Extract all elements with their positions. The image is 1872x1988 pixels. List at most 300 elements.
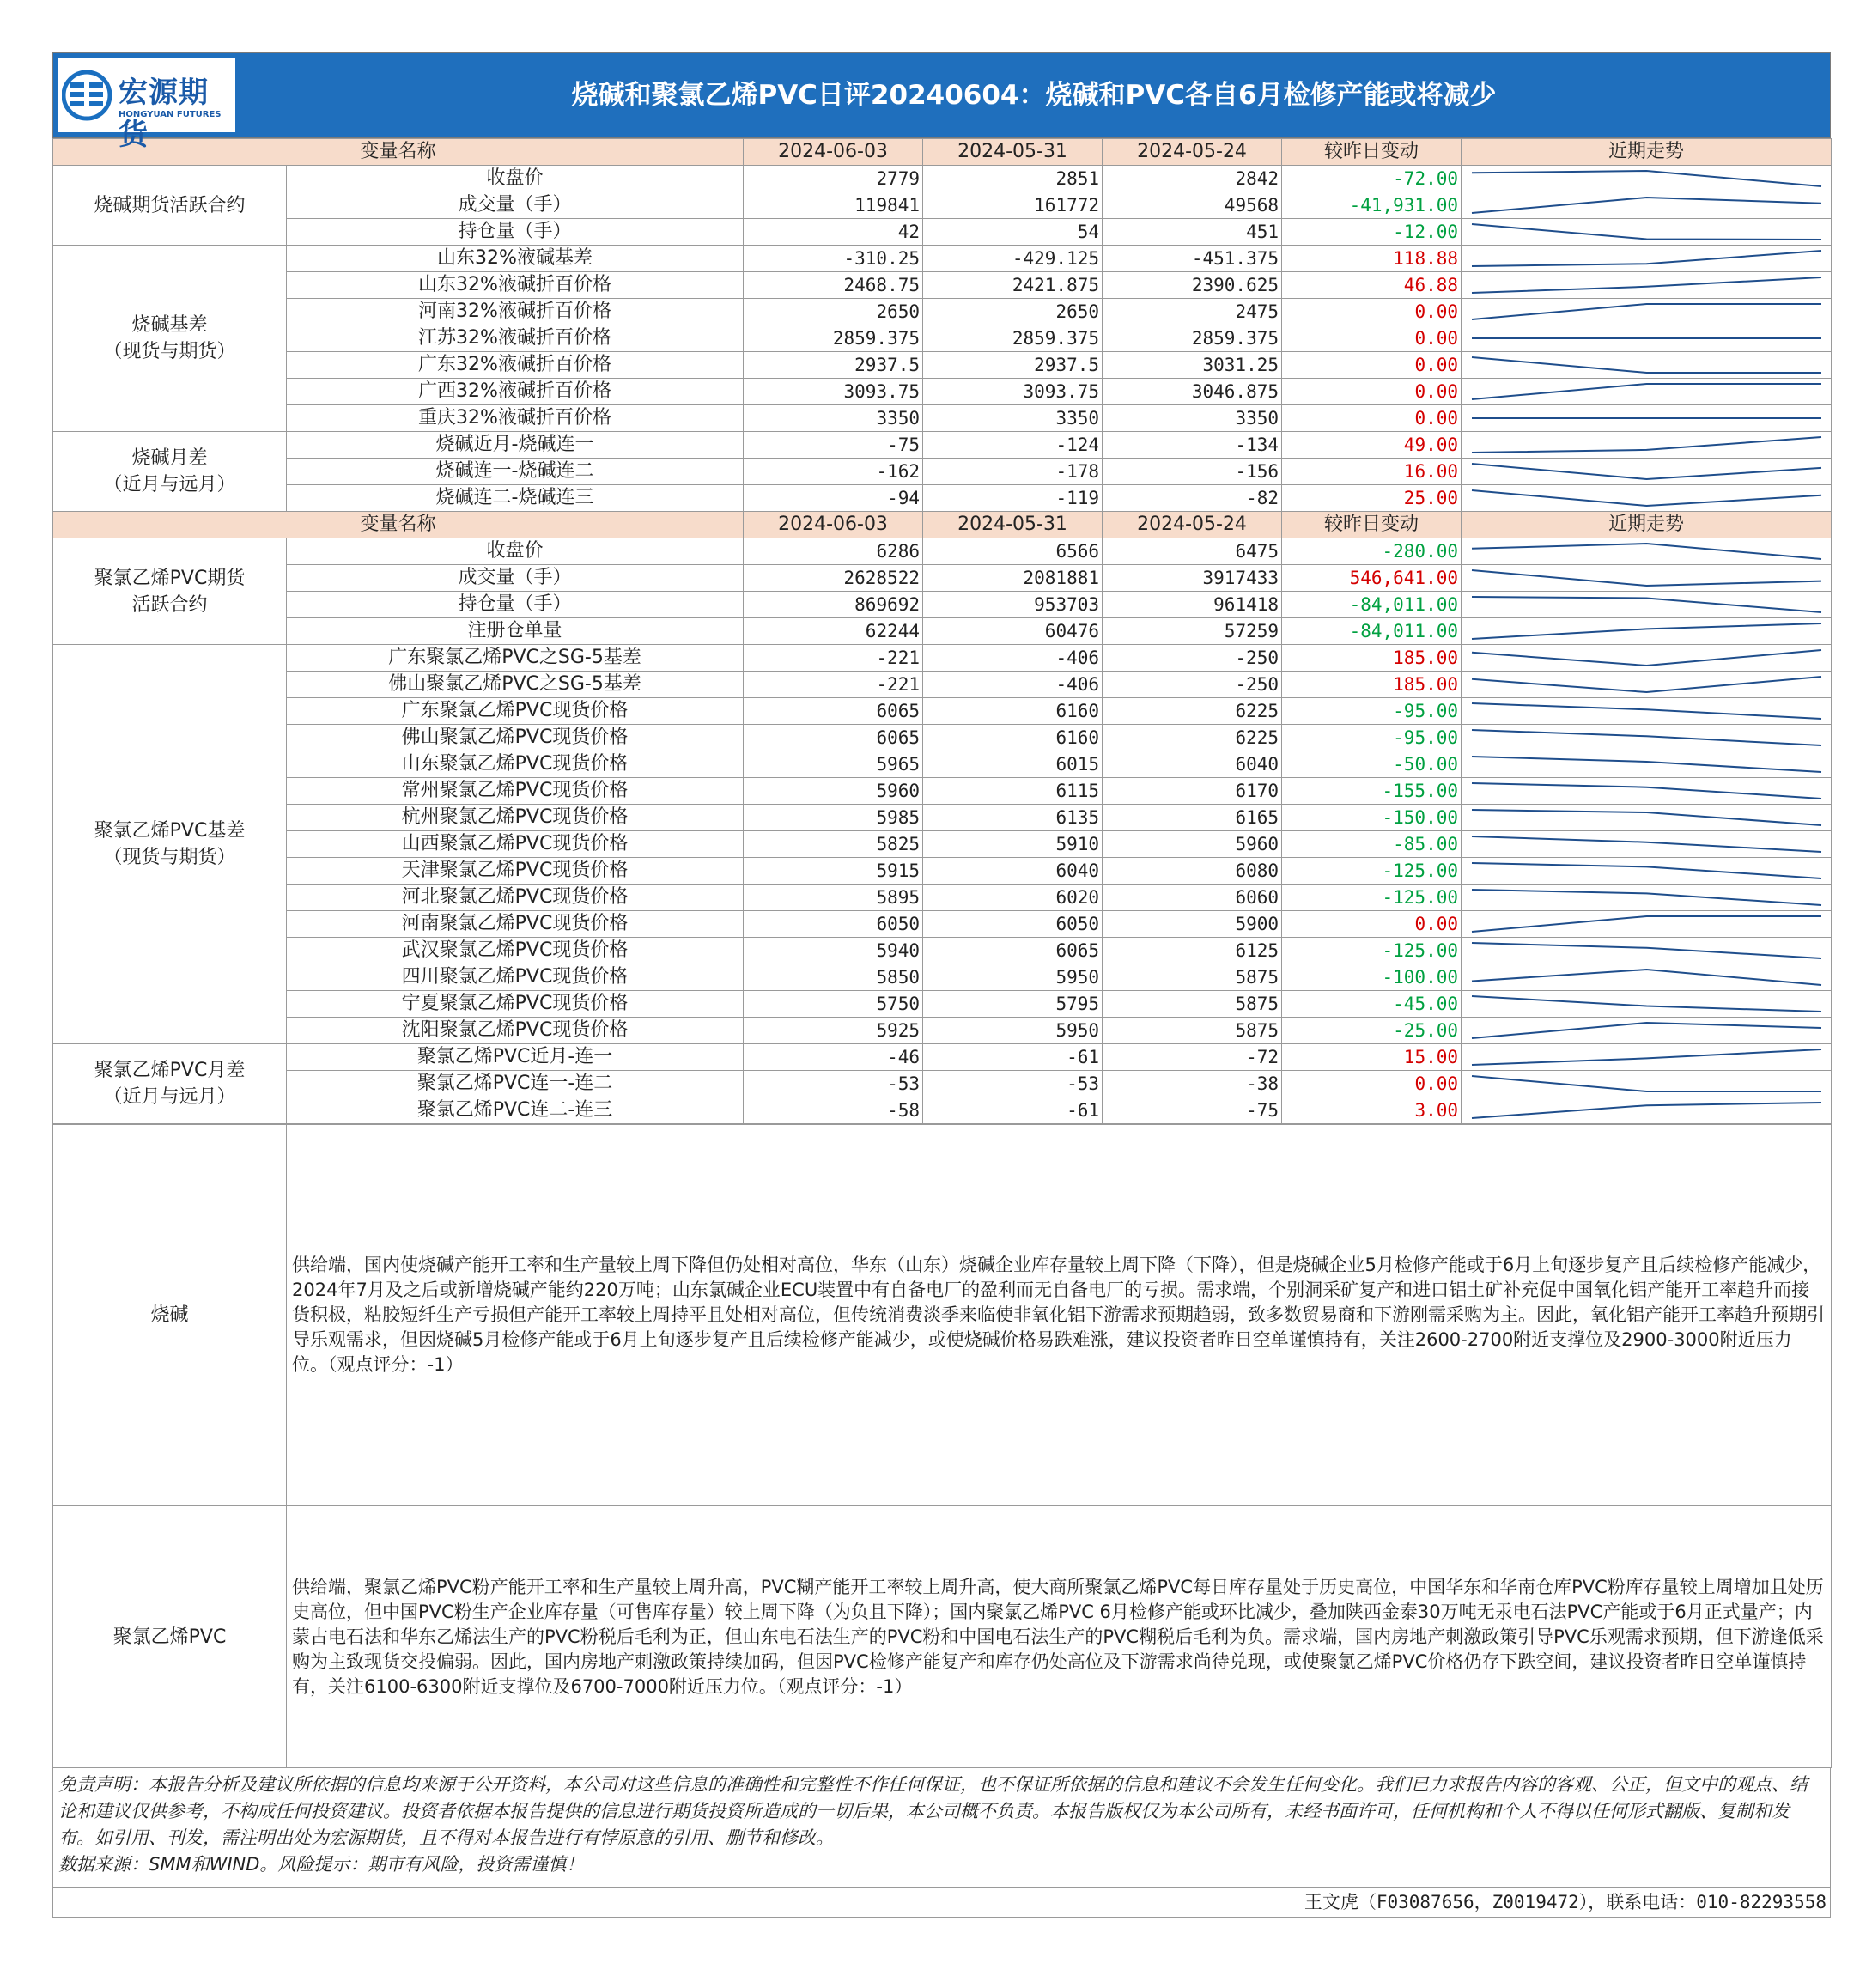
- value-cell: 2859.375: [744, 325, 923, 352]
- value-cell: 5940: [744, 938, 923, 964]
- trend-cell: [1462, 991, 1832, 1018]
- trend-cell: [1462, 352, 1832, 379]
- trend-cell: [1462, 911, 1832, 938]
- trend-line: [1472, 198, 1821, 213]
- trend-cell: [1462, 246, 1832, 272]
- value-cell: 42: [744, 219, 923, 246]
- trend-cell: [1462, 538, 1832, 565]
- variable-name: 收盘价: [287, 538, 744, 565]
- value-cell: 3093.75: [744, 379, 923, 405]
- table-row: [53, 991, 1832, 1018]
- trend-cell: [1462, 1044, 1832, 1071]
- trend-cell: [1462, 938, 1832, 964]
- value-cell: 3093.75: [923, 379, 1103, 405]
- value-cell: 6160: [923, 698, 1103, 725]
- trend-line: [1472, 677, 1821, 692]
- value-cell: 5750: [744, 991, 923, 1018]
- value-cell: 6065: [744, 725, 923, 751]
- trend-cell: [1462, 778, 1832, 805]
- trend-sparkline: [1462, 325, 1832, 351]
- value-cell: -82: [1103, 485, 1282, 512]
- value-cell: 3031.25: [1103, 352, 1282, 379]
- variable-name: 注册仓单量: [287, 618, 744, 645]
- value-cell: 2779: [744, 166, 923, 192]
- variable-name: 成交量（手）: [287, 565, 744, 592]
- change-cell: 118.88: [1282, 246, 1462, 272]
- variable-name: 聚氯乙烯PVC近月-连一: [287, 1044, 744, 1071]
- value-cell: 3350: [1103, 405, 1282, 432]
- change-cell: -41,931.00: [1282, 192, 1462, 219]
- table-row: [53, 1044, 1832, 1071]
- value-cell: 451: [1103, 219, 1282, 246]
- data-source-text: 数据来源：SMM和WIND。风险提示：期市有风险，投资需谨慎！: [58, 1854, 585, 1875]
- trend-sparkline: [1462, 219, 1832, 245]
- change-cell: 185.00: [1282, 645, 1462, 672]
- trend-sparkline: [1462, 485, 1832, 511]
- trend-line: [1472, 464, 1821, 479]
- table-row: [53, 805, 1832, 831]
- value-cell: 3917433: [1103, 565, 1282, 592]
- variable-name: 常州聚氯乙烯PVC现货价格: [287, 778, 744, 805]
- value-cell: 6566: [923, 538, 1103, 565]
- trend-line: [1472, 623, 1821, 639]
- variable-name: 聚氯乙烯PVC连二-连三: [287, 1097, 744, 1124]
- trend-cell: [1462, 831, 1832, 858]
- table-row: [53, 352, 1832, 379]
- value-cell: 60476: [923, 618, 1103, 645]
- table-header-row: [53, 512, 1832, 538]
- trend-line: [1472, 730, 1821, 745]
- table-row: [53, 1097, 1832, 1124]
- value-cell: -250: [1103, 645, 1282, 672]
- logo-english-name: HONGYUAN FUTURES: [119, 110, 222, 119]
- trend-sparkline: [1462, 858, 1832, 884]
- value-cell: -38: [1103, 1071, 1282, 1097]
- value-cell: 6050: [744, 911, 923, 938]
- value-cell: -53: [923, 1071, 1103, 1097]
- value-cell: -406: [923, 645, 1103, 672]
- commentary-label: 烧碱: [53, 1125, 287, 1506]
- table-row: [53, 645, 1832, 672]
- trend-sparkline: [1462, 246, 1832, 271]
- trend-line: [1472, 1049, 1821, 1065]
- value-cell: -46: [744, 1044, 923, 1071]
- author-contact: 王文虎（F03087656，Z0019472），联系电话：010-82293558: [52, 1888, 1831, 1918]
- table-header-row: [53, 139, 1832, 166]
- trend-sparkline: [1462, 911, 1832, 937]
- trend-sparkline: [1462, 379, 1832, 404]
- group-name-line: （现货与期货）: [103, 341, 236, 362]
- variable-name: 广东32%液碱折百价格: [287, 352, 744, 379]
- value-cell: 57259: [1103, 618, 1282, 645]
- trend-cell: [1462, 618, 1832, 645]
- trend-line: [1472, 970, 1821, 985]
- value-cell: 2468.75: [744, 272, 923, 299]
- value-cell: 3046.875: [1103, 379, 1282, 405]
- value-cell: 119841: [744, 192, 923, 219]
- variable-name: 烧碱连一-烧碱连二: [287, 459, 744, 485]
- value-cell: 6065: [923, 938, 1103, 964]
- value-cell: 2859.375: [923, 325, 1103, 352]
- trend-line: [1472, 890, 1821, 905]
- trend-sparkline: [1462, 592, 1832, 617]
- trend-cell: [1462, 672, 1832, 698]
- value-cell: 5985: [744, 805, 923, 831]
- trend-line: [1472, 171, 1821, 186]
- variable-name: 山东32%液碱基差: [287, 246, 744, 272]
- change-cell: 46.88: [1282, 272, 1462, 299]
- variable-name: 天津聚氯乙烯PVC现货价格: [287, 858, 744, 885]
- value-cell: 2650: [923, 299, 1103, 325]
- trend-sparkline: [1462, 938, 1832, 964]
- value-cell: 6040: [1103, 751, 1282, 778]
- trend-cell: [1462, 565, 1832, 592]
- disclaimer: [52, 1768, 1831, 1888]
- trend-line: [1472, 544, 1821, 559]
- value-cell: 6225: [1103, 725, 1282, 751]
- header-date: 2024-05-31: [923, 512, 1103, 538]
- group-name: [53, 538, 287, 645]
- variable-name: 持仓量（手）: [287, 219, 744, 246]
- trend-sparkline: [1462, 725, 1832, 751]
- table-row: [53, 565, 1832, 592]
- value-cell: 2421.875: [923, 272, 1103, 299]
- value-cell: 5795: [923, 991, 1103, 1018]
- variable-name: 武汉聚氯乙烯PVC现货价格: [287, 938, 744, 964]
- trend-line: [1472, 357, 1821, 373]
- trend-cell: [1462, 485, 1832, 512]
- trend-line: [1472, 1103, 1821, 1118]
- value-cell: 2842: [1103, 166, 1282, 192]
- value-cell: 6286: [744, 538, 923, 565]
- table-row: [53, 778, 1832, 805]
- value-cell: 2650: [744, 299, 923, 325]
- table-row: [53, 964, 1832, 991]
- hongyuan-logo-icon: [62, 64, 112, 127]
- value-cell: 2851: [923, 166, 1103, 192]
- variable-name: 宁夏聚氯乙烯PVC现货价格: [287, 991, 744, 1018]
- report-title: 烧碱和聚氯乙烯PVC日评20240604：烧碱和PVC各自6月检修产能或将减少: [571, 80, 1497, 111]
- value-cell: 5895: [744, 885, 923, 911]
- change-cell: 0.00: [1282, 299, 1462, 325]
- value-cell: 5960: [744, 778, 923, 805]
- group-name-line: （近月与远月）: [103, 474, 236, 495]
- table-row: [53, 485, 1832, 512]
- header-trend: 近期走势: [1462, 512, 1832, 538]
- variable-name: 沈阳聚氯乙烯PVC现货价格: [287, 1018, 744, 1044]
- commentary-label: 聚氯乙烯PVC: [53, 1506, 287, 1768]
- value-cell: -53: [744, 1071, 923, 1097]
- trend-line: [1472, 996, 1821, 1012]
- trend-line: [1472, 943, 1821, 958]
- trend-sparkline: [1462, 459, 1832, 484]
- trend-line: [1472, 597, 1821, 612]
- data-table: [52, 138, 1832, 1124]
- trend-cell: [1462, 885, 1832, 911]
- value-cell: -75: [1103, 1097, 1282, 1124]
- header-variable: 变量名称: [53, 512, 744, 538]
- trend-line: [1472, 783, 1821, 799]
- table-row: [53, 166, 1832, 192]
- change-cell: 0.00: [1282, 911, 1462, 938]
- trend-line: [1472, 836, 1821, 852]
- trend-line: [1472, 437, 1821, 453]
- table-row: [53, 885, 1832, 911]
- table-row: [53, 618, 1832, 645]
- change-cell: -125.00: [1282, 858, 1462, 885]
- variable-name: 广东聚氯乙烯PVC现货价格: [287, 698, 744, 725]
- variable-name: 广西32%液碱折百价格: [287, 379, 744, 405]
- change-cell: 25.00: [1282, 485, 1462, 512]
- trend-line: [1472, 277, 1821, 293]
- change-cell: 0.00: [1282, 352, 1462, 379]
- change-cell: 49.00: [1282, 432, 1462, 459]
- change-cell: 15.00: [1282, 1044, 1462, 1071]
- group-name-line: （现货与期货）: [103, 847, 236, 868]
- variable-name: 佛山聚氯乙烯PVC现货价格: [287, 725, 744, 751]
- trend-line: [1472, 863, 1821, 878]
- value-cell: 6065: [744, 698, 923, 725]
- value-cell: -162: [744, 459, 923, 485]
- value-cell: 6160: [923, 725, 1103, 751]
- trend-line: [1472, 490, 1821, 506]
- group-name-line: 活跃合约: [131, 593, 208, 616]
- trend-cell: [1462, 166, 1832, 192]
- group-name-line: （近月与远月）: [103, 1086, 236, 1108]
- trend-cell: [1462, 192, 1832, 219]
- table-row: [53, 325, 1832, 352]
- change-cell: 0.00: [1282, 1071, 1462, 1097]
- value-cell: 5915: [744, 858, 923, 885]
- logo-chinese-name: 宏源期货: [119, 76, 209, 152]
- trend-cell: [1462, 1097, 1832, 1124]
- value-cell: 49568: [1103, 192, 1282, 219]
- change-cell: -155.00: [1282, 778, 1462, 805]
- group-name: [53, 645, 287, 1044]
- value-cell: 2475: [1103, 299, 1282, 325]
- value-cell: 2390.625: [1103, 272, 1282, 299]
- value-cell: -124: [923, 432, 1103, 459]
- trend-line: [1472, 304, 1821, 319]
- commentary-text: 供给端，聚氯乙烯PVC粉产能开工率和生产量较上周升高，PVC糊产能开工率较上周升高，使大商所聚氯乙烯PVC每日库存量处于历史高位，中国华东和华南仓库PVC粉库存量较上周增加且处历史高位，但中国PVC粉生产企业库存量（可售库存量）较上周下降（为负且下降）；国内聚氯乙烯PVC 6月检修产能或环比减少，叠加陕西金泰30万吨无汞电石法PVC产能或于6月正式量产；内蒙古电石法和华东乙烯法生产的PVC粉税后毛利为正，但山东电石法生产的PVC粉和中国电石法生产的PVC糊税后毛利为负。需求端，国内房地产刺激政策引导PVC乐观需求预期，但下游逢低采购为主致现货交投偏弱。因此，国内房地产刺激政策持续加码，但因PVC检修产能复产和库存仍处高位及下游需求尚待兑现，或使聚氯乙烯PVC价格仍存下跌空间，建议投资者昨日空单谨慎持有，关注6100-6300附近支撑位及6700-7000附近压力位。（观点评分：-1）: [287, 1506, 1832, 1768]
- trend-cell: [1462, 751, 1832, 778]
- table-row: [53, 592, 1832, 618]
- commentary-row: [53, 1125, 1832, 1506]
- trend-line: [1472, 384, 1821, 399]
- variable-name: 杭州聚氯乙烯PVC现货价格: [287, 805, 744, 831]
- commentary-text: 供给端，国内使烧碱产能开工率和生产量较上周下降但仍处相对高位，华东（山东）烧碱企业库存量较上周下降（下降），但是烧碱企业5月检修产能或于6月上旬逐步复产且后续检修产能减少，2024年7月及之后或新增烧碱产能约220万吨；山东氯碱企业ECU装置中有自备电厂的盈利而无自备电厂的亏损。需求端，个别洞采矿复产和进口铝土矿补充促中国氧化铝产能开工率趋升而接货积极，粘胶短纤生产亏损但产能开工率较上周持平且处相对高位，但传统消费淡季来临使非氧化铝下游需求预期趋弱，致多数贸易商和下游刚需采购为主。因此，氧化铝产能开工率趋升预期引导乐观需求，但因烧碱5月检修产能或于6月上旬逐步复产且后续检修产能减少，或使烧碱价格易跌难涨，建议投资者昨日空单谨慎持有，关注2600-2700附近支撑位及2900-3000附近压力位。（观点评分：-1）: [287, 1125, 1832, 1506]
- variable-name: 烧碱连二-烧碱连三: [287, 485, 744, 512]
- table-row: [53, 698, 1832, 725]
- group-name: [53, 246, 287, 432]
- value-cell: 54: [923, 219, 1103, 246]
- table-row: [53, 192, 1832, 219]
- trend-line: [1472, 570, 1821, 586]
- trend-line: [1472, 224, 1821, 240]
- company-logo: [58, 58, 235, 152]
- trend-cell: [1462, 459, 1832, 485]
- trend-sparkline: [1462, 299, 1832, 325]
- trend-line: [1472, 757, 1821, 772]
- trend-sparkline: [1462, 432, 1832, 458]
- value-cell: 6165: [1103, 805, 1282, 831]
- trend-sparkline: [1462, 1071, 1832, 1097]
- header-variable: 变量名称: [53, 139, 744, 166]
- value-cell: 2937.5: [923, 352, 1103, 379]
- trend-sparkline: [1462, 805, 1832, 830]
- value-cell: -429.125: [923, 246, 1103, 272]
- table-row: [53, 938, 1832, 964]
- value-cell: 5925: [744, 1018, 923, 1044]
- trend-sparkline: [1462, 831, 1832, 857]
- value-cell: -72: [1103, 1044, 1282, 1071]
- value-cell: -178: [923, 459, 1103, 485]
- change-cell: 0.00: [1282, 405, 1462, 432]
- trend-sparkline: [1462, 272, 1832, 298]
- change-cell: -72.00: [1282, 166, 1462, 192]
- value-cell: 2859.375: [1103, 325, 1282, 352]
- value-cell: 6115: [923, 778, 1103, 805]
- value-cell: -221: [744, 645, 923, 672]
- variable-name: 烧碱近月-烧碱连一: [287, 432, 744, 459]
- trend-cell: [1462, 432, 1832, 459]
- value-cell: 6475: [1103, 538, 1282, 565]
- variable-name: 持仓量（手）: [287, 592, 744, 618]
- trend-sparkline: [1462, 538, 1832, 564]
- trend-sparkline: [1462, 1044, 1832, 1070]
- disclaimer-text: 免责声明：本报告分析及建议所依据的信息均来源于公开资料，本公司对这些信息的准确性和完整性不作任何保证，也不保证所依据的信息和建议不会发生任何变化。我们已力求报告内容的客观、公正，但文中的观点、结论和建议仅供参考，不构成任何投资建议。投资者依据本报告提供的信息进行期货投资所造成的一切后果，本公司概不负责。本报告版权仅为本公司所有，未经书面许可，任何机构和个人不得以任何形式翻版、复制和发布。如引用、刊发，需注明出处为宏源期货，且不得对本报告进行有悖原意的引用、删节和修改。: [58, 1774, 1808, 1848]
- commentary-table: [52, 1124, 1832, 1768]
- group-name: [53, 1044, 287, 1124]
- change-cell: 0.00: [1282, 379, 1462, 405]
- variable-name: 山西聚氯乙烯PVC现货价格: [287, 831, 744, 858]
- group-name-line: 烧碱基差: [131, 314, 208, 336]
- value-cell: -61: [923, 1044, 1103, 1071]
- value-cell: -75: [744, 432, 923, 459]
- trend-sparkline: [1462, 1097, 1832, 1123]
- group-name-line: 聚氯乙烯PVC基差: [94, 820, 246, 842]
- value-cell: -94: [744, 485, 923, 512]
- table-row: [53, 672, 1832, 698]
- trend-sparkline: [1462, 778, 1832, 804]
- variable-name: 佛山聚氯乙烯PVC之SG-5基差: [287, 672, 744, 698]
- value-cell: 6050: [923, 911, 1103, 938]
- table-row: [53, 831, 1832, 858]
- value-cell: 961418: [1103, 592, 1282, 618]
- value-cell: -221: [744, 672, 923, 698]
- group-name-line: 聚氯乙烯PVC期货: [94, 567, 246, 589]
- report-page: [52, 52, 1831, 1918]
- value-cell: 5875: [1103, 991, 1282, 1018]
- variable-name: 河北聚氯乙烯PVC现货价格: [287, 885, 744, 911]
- value-cell: 6015: [923, 751, 1103, 778]
- value-cell: 5965: [744, 751, 923, 778]
- variable-name: 收盘价: [287, 166, 744, 192]
- variable-name: 聚氯乙烯PVC连一-连二: [287, 1071, 744, 1097]
- trend-cell: [1462, 858, 1832, 885]
- change-cell: -84,011.00: [1282, 592, 1462, 618]
- group-name-line: 烧碱期货活跃合约: [94, 194, 246, 216]
- trend-cell: [1462, 698, 1832, 725]
- value-cell: 6170: [1103, 778, 1282, 805]
- trend-cell: [1462, 405, 1832, 432]
- value-cell: 5950: [923, 1018, 1103, 1044]
- trend-cell: [1462, 592, 1832, 618]
- table-row: [53, 219, 1832, 246]
- change-cell: -95.00: [1282, 698, 1462, 725]
- value-cell: 6225: [1103, 698, 1282, 725]
- value-cell: 5875: [1103, 964, 1282, 991]
- group-name: [53, 432, 287, 512]
- value-cell: 5950: [923, 964, 1103, 991]
- change-cell: -125.00: [1282, 938, 1462, 964]
- trend-line: [1472, 1076, 1821, 1091]
- trend-line: [1472, 916, 1821, 932]
- trend-sparkline: [1462, 964, 1832, 990]
- variable-name: 河南聚氯乙烯PVC现货价格: [287, 911, 744, 938]
- trend-cell: [1462, 219, 1832, 246]
- trend-line: [1472, 703, 1821, 719]
- trend-cell: [1462, 964, 1832, 991]
- table-row: [53, 1018, 1832, 1044]
- change-cell: -150.00: [1282, 805, 1462, 831]
- trend-sparkline: [1462, 672, 1832, 697]
- trend-line: [1472, 810, 1821, 825]
- table-row: [53, 379, 1832, 405]
- trend-sparkline: [1462, 352, 1832, 378]
- change-cell: -100.00: [1282, 964, 1462, 991]
- change-cell: -12.00: [1282, 219, 1462, 246]
- variable-name: 重庆32%液碱折百价格: [287, 405, 744, 432]
- value-cell: 5825: [744, 831, 923, 858]
- value-cell: -451.375: [1103, 246, 1282, 272]
- table-row: [53, 1071, 1832, 1097]
- trend-sparkline: [1462, 645, 1832, 671]
- header-date: 2024-06-03: [744, 139, 923, 166]
- value-cell: 62244: [744, 618, 923, 645]
- trend-cell: [1462, 272, 1832, 299]
- change-cell: -125.00: [1282, 885, 1462, 911]
- change-cell: -45.00: [1282, 991, 1462, 1018]
- change-cell: -84,011.00: [1282, 618, 1462, 645]
- variable-name: 成交量（手）: [287, 192, 744, 219]
- trend-cell: [1462, 805, 1832, 831]
- value-cell: 5910: [923, 831, 1103, 858]
- value-cell: 953703: [923, 592, 1103, 618]
- table-row: [53, 911, 1832, 938]
- trend-cell: [1462, 1018, 1832, 1044]
- change-cell: -280.00: [1282, 538, 1462, 565]
- value-cell: -406: [923, 672, 1103, 698]
- value-cell: 3350: [923, 405, 1103, 432]
- value-cell: 5875: [1103, 1018, 1282, 1044]
- trend-cell: [1462, 325, 1832, 352]
- value-cell: -119: [923, 485, 1103, 512]
- change-cell: 546,641.00: [1282, 565, 1462, 592]
- table-row: [53, 725, 1832, 751]
- trend-sparkline: [1462, 885, 1832, 910]
- value-cell: 3350: [744, 405, 923, 432]
- header-trend: 近期走势: [1462, 139, 1832, 166]
- trend-sparkline: [1462, 192, 1832, 218]
- variable-name: 江苏32%液碱折百价格: [287, 325, 744, 352]
- table-row: [53, 432, 1832, 459]
- variable-name: 山东32%液碱折百价格: [287, 272, 744, 299]
- header-change: 较昨日变动: [1282, 139, 1462, 166]
- trend-sparkline: [1462, 565, 1832, 591]
- value-cell: 6080: [1103, 858, 1282, 885]
- value-cell: 6040: [923, 858, 1103, 885]
